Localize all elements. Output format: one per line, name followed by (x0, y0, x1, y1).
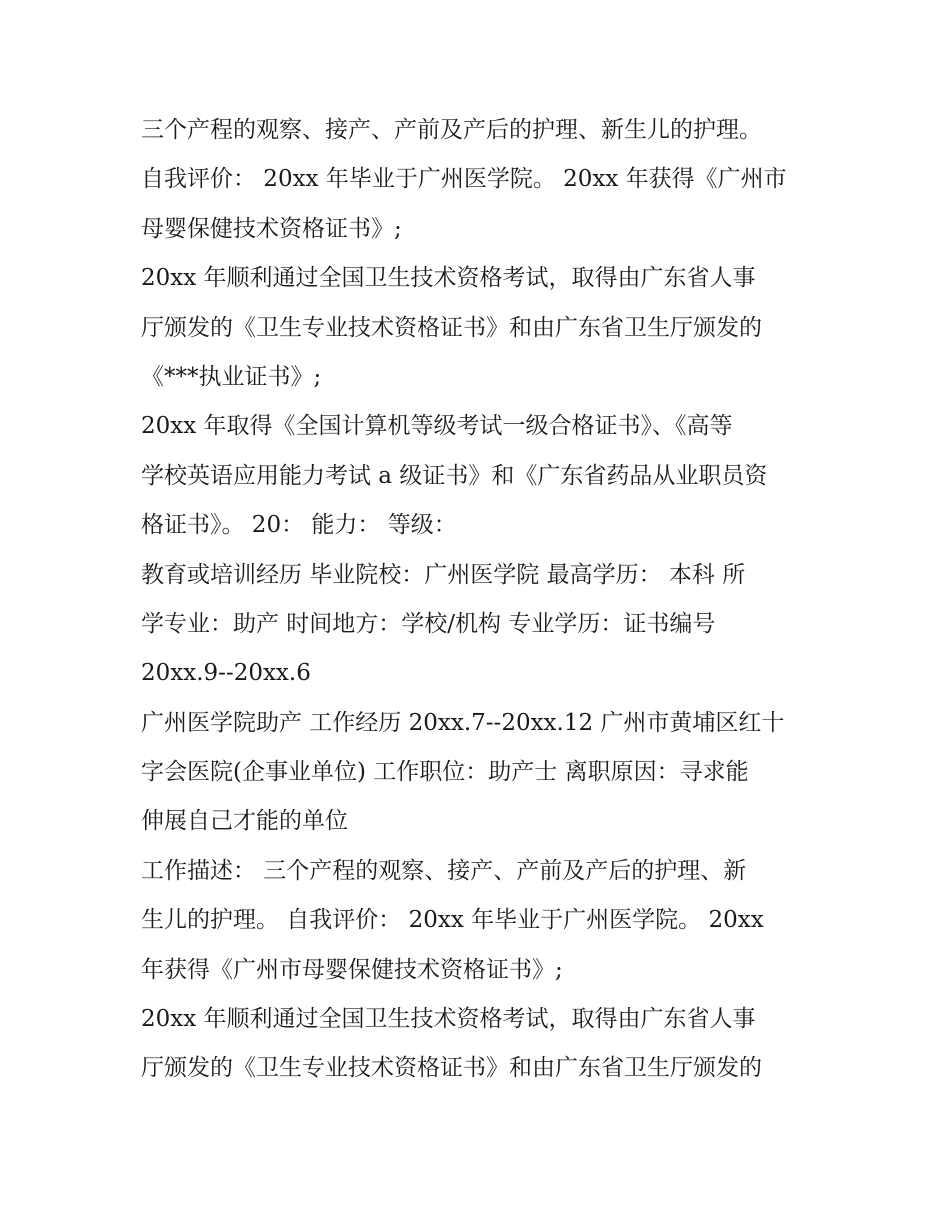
text-line: 厅颁发的《卫生专业技术资格证书》和由广东省卫生厅颁发的 (141, 314, 762, 341)
text-line: 《***执业证书》; (141, 363, 322, 390)
text-line: 字会医院(企事业单位) 工作职位：助产士 离职原因：寻求能 (141, 759, 749, 786)
text-line: 20xx.9--20xx.6 (141, 660, 311, 687)
text-line: 格证书》。 20： 能力： 等级： (141, 512, 457, 539)
text-line: 工作描述： 三个产程的观察、接产、产前及产后的护理、新 (141, 857, 747, 884)
text-line: 20xx 年取得《全国计算机等级考试一级合格证书》、《高等 (141, 413, 733, 440)
text-line: 20xx 年顺利通过全国卫生技术资格考试，取得由广东省人事 (141, 265, 756, 292)
text-line: 广州医学院助产 工作经历 20xx.7--20xx.12 广州市黄埔区红十 (141, 709, 785, 736)
text-line: 生儿的护理。 自我评价： 20xx 年毕业于广州医学院。 20xx (141, 907, 764, 934)
text-line: 母婴保健技术资格证书》; (141, 215, 402, 242)
text-line: 厅颁发的《卫生专业技术资格证书》和由广东省卫生厅颁发的 (141, 1055, 762, 1082)
text-line: 年获得《广州市母婴保健技术资格证书》; (141, 956, 563, 983)
document-body (141, 106, 821, 1094)
text-line: 伸展自己才能的单位 (141, 808, 348, 835)
text-line: 20xx 年顺利通过全国卫生技术资格考试，取得由广东省人事 (141, 1006, 756, 1033)
text-line: 学校英语应用能力考试 a 级证书》和《广东省药品从业职员资 (141, 462, 768, 489)
text-line: 三个产程的观察、接产、产前及产后的护理、新生儿的护理。 (141, 117, 762, 143)
text-line: 学专业：助产 时间地方：学校/机构 专业学历：证书编号 (141, 610, 716, 637)
text-line: 自我评价： 20xx 年毕业于广州医学院。 20xx 年获得《广州市 (141, 166, 787, 193)
text-line: 教育或培训经历 毕业院校：广州医学院 最高学历： 本科 所 (141, 561, 746, 588)
